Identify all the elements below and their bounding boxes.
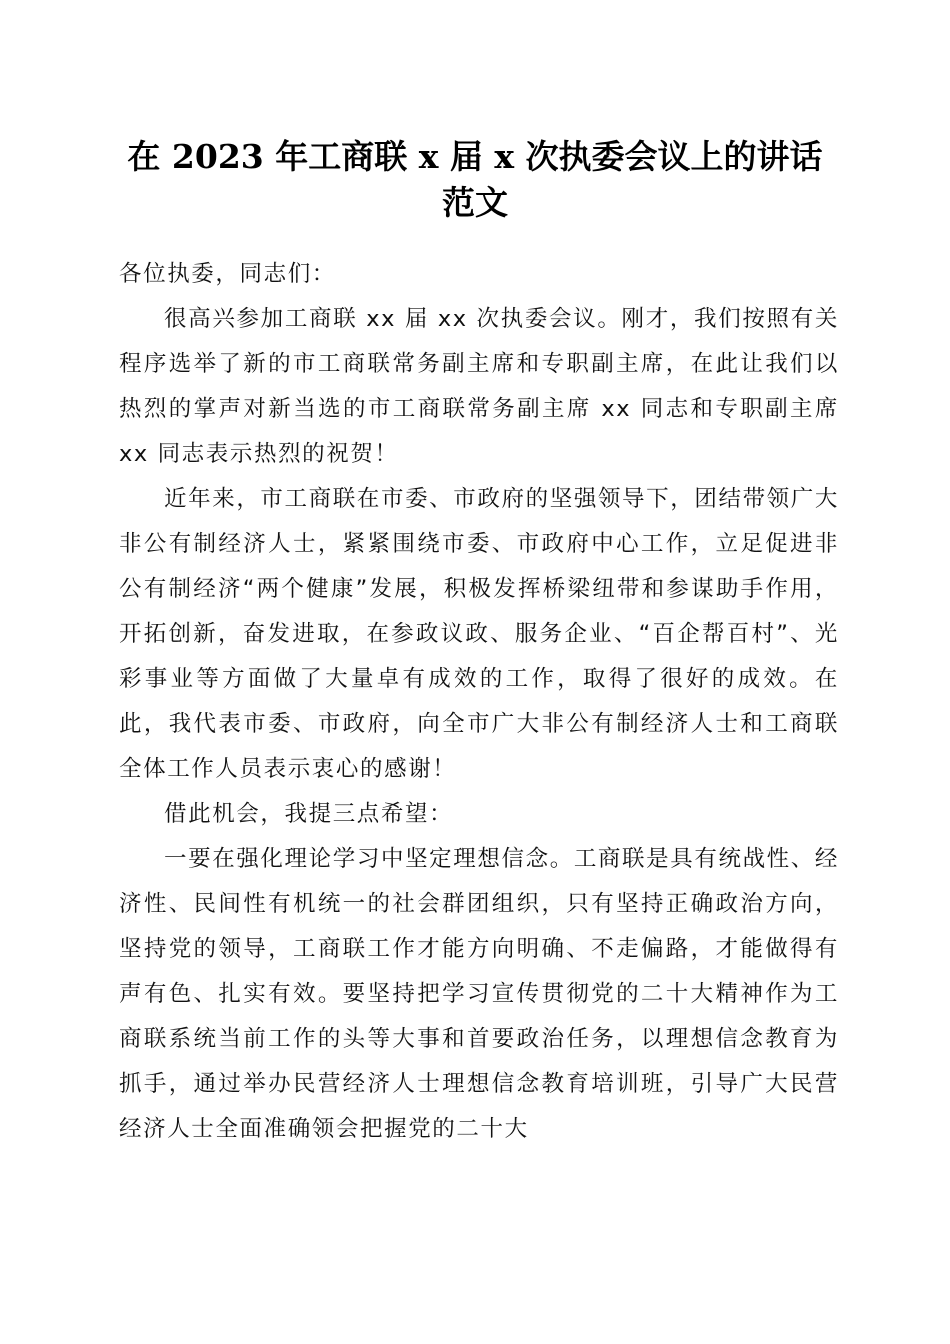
title-line-2: 范文 [442, 183, 508, 222]
paragraph-hope-one: 一要在强化理论学习中坚定理想信念。工商联是具有统战性、经济性、民间性有机统一的社会群团组织，只有坚持正确政治方向，坚持党的领导，工商联工作才能方向明确、不走偏路，才能做得有声有色、扎实有效。要坚持把学习宣传贯彻党的二十大精神作为工商联系统当前工作的头等大事和首要政治任务，以理想信念教育为抓手，通过举办民营经济人士理想信念教育培训班，引导广大民营经济人士全面准确领会把握党的二十大 [119, 846, 839, 1142]
paragraph-congratulations: 很高兴参加工商联 xx 届 xx 次执委会议。刚才，我们按照有关程序选举了新的市工商联常务副主席和专职副主席，在此让我们以热烈的掌声对新当选的市工商联常务副主席 xx 同志和专职副主席 xx 同志表示热烈的祝贺！ [119, 306, 839, 467]
document-title [110, 134, 840, 226]
document-body [119, 252, 839, 1152]
salutation: 各位执委，同志们： [119, 261, 336, 287]
title-line-1: 在 2023 年工商联 x 届 x 次执委会议上的讲话 [127, 137, 823, 176]
paragraph-hopes-intro: 借此机会，我提三点希望： [164, 801, 454, 827]
paragraph-achievements: 近年来，市工商联在市委、市政府的坚强领导下，团结带领广大非公有制经济人士，紧紧围绕市委、市政府中心工作，立足促进非公有制经济“两个健康”发展，积极发挥桥梁纽带和参谋助手作用，开拓创新，奋发进取，在参政议政、服务企业、“百企帮百村”、光彩事业等方面做了大量卓有成效的工作，取得了很好的成效。在此，我代表市委、市政府，向全市广大非公有制经济人士和工商联全体工作人员表示衷心的感谢！ [119, 486, 839, 782]
